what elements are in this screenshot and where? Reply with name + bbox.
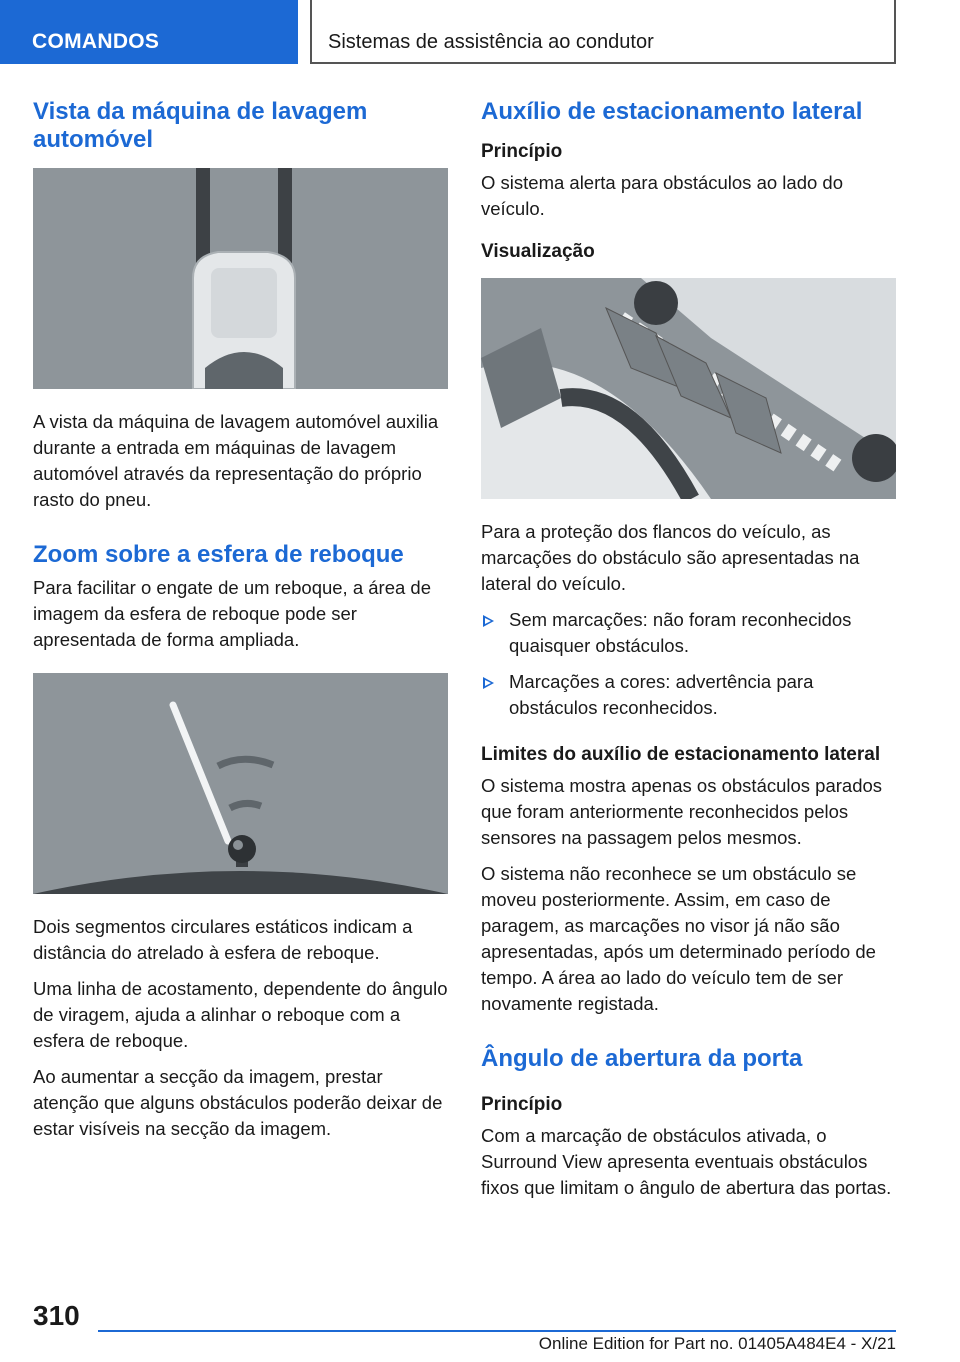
- page-number: 310: [33, 1300, 80, 1331]
- side-parking-limits-heading: Limites do auxílio de estacionamento lateral: [481, 744, 881, 765]
- side-parking-image: [481, 278, 896, 499]
- chapter-title: Sistemas de assistência ao condutor: [310, 0, 896, 64]
- side-parking-principle-text: O sistema alerta para obstáculos ao lado do veículo.: [481, 172, 843, 219]
- hitch-guideline-text: Uma linha de acostamento, dependente do ângulo de viragem, ajuda a alinhar o reboque com a esfera de reboque.: [33, 978, 448, 1051]
- side-parking-principle-heading: Princípio: [481, 141, 563, 162]
- car-wash-image: [33, 168, 448, 389]
- hitch-intro: Para facilitar o engate de um reboque, a área de imagem da esfera de reboque pode ser apresentada de forma ampliada.: [33, 577, 432, 650]
- section-tab: COMANDOS: [0, 0, 298, 64]
- list-item: [481, 607, 896, 659]
- hitch-segments-text: Dois segmentos circulares estáticos indicam a distância do atrelado à esfera de reboque.: [33, 916, 413, 963]
- right-column: [481, 98, 896, 1211]
- triangle-bullet-icon: [483, 677, 494, 689]
- hitch-image: [33, 673, 448, 894]
- bullet-text: Marcações a cores: advertência para obstáculos reconhecidos.: [509, 671, 814, 718]
- footer-divider: [98, 1330, 896, 1332]
- side-parking-display-text: Para a proteção dos flancos do veículo, as marcações do obstáculo são apresentadas na lateral do veículo.: [481, 521, 860, 594]
- footer-edition: Online Edition for Part no. 01405A484E4 - X/21: [538, 1334, 896, 1353]
- door-angle-title: Ângulo de abertura da porta: [481, 1045, 803, 1072]
- triangle-bullet-icon: [483, 615, 494, 627]
- bullet-text: Sem marcações: não foram reconhecidos quaisquer obstáculos.: [509, 609, 852, 656]
- hitch-title: Zoom sobre a esfera de reboque: [33, 541, 404, 568]
- car-wash-text: A vista da máquina de lavagem automóvel auxilia durante a entrada em máquinas de lavagem automóvel através da representação do próprio rasto do pneu.: [33, 411, 439, 510]
- left-column: [33, 98, 448, 1152]
- side-parking-title: Auxílio de estacionamento lateral: [481, 98, 863, 125]
- side-parking-limits-text-2: O sistema não reconhece se um obstáculo se moveu posteriormente. Assim, em caso de paragem, as marcações no visor já não são apresentadas, após um determinado período de tempo. A área ao lado do veículo tem de ser novamente registada.: [481, 863, 876, 1014]
- list-item: [481, 669, 896, 721]
- door-angle-principle-heading: Princípio: [481, 1094, 563, 1115]
- side-parking-display-heading: Visualização: [481, 241, 595, 262]
- side-parking-limits-text-1: O sistema mostra apenas os obstáculos parados que foram anteriormente reconhecidos pelos sensores na passagem pelos mesmos.: [481, 775, 883, 848]
- door-angle-principle-text: Com a marcação de obstáculos ativada, o Surround View apresenta eventuais obstáculos fixos que limitam o ângulo de abertura das portas.: [481, 1125, 892, 1198]
- marking-bullet-list: [481, 607, 896, 721]
- hitch-zoom-note: Ao aumentar a secção da imagem, prestar atenção que alguns obstáculos poderão deixar de estar visíveis na secção da imagem.: [33, 1066, 443, 1139]
- car-wash-title: Vista da máquina de lavagem automóvel: [33, 98, 368, 153]
